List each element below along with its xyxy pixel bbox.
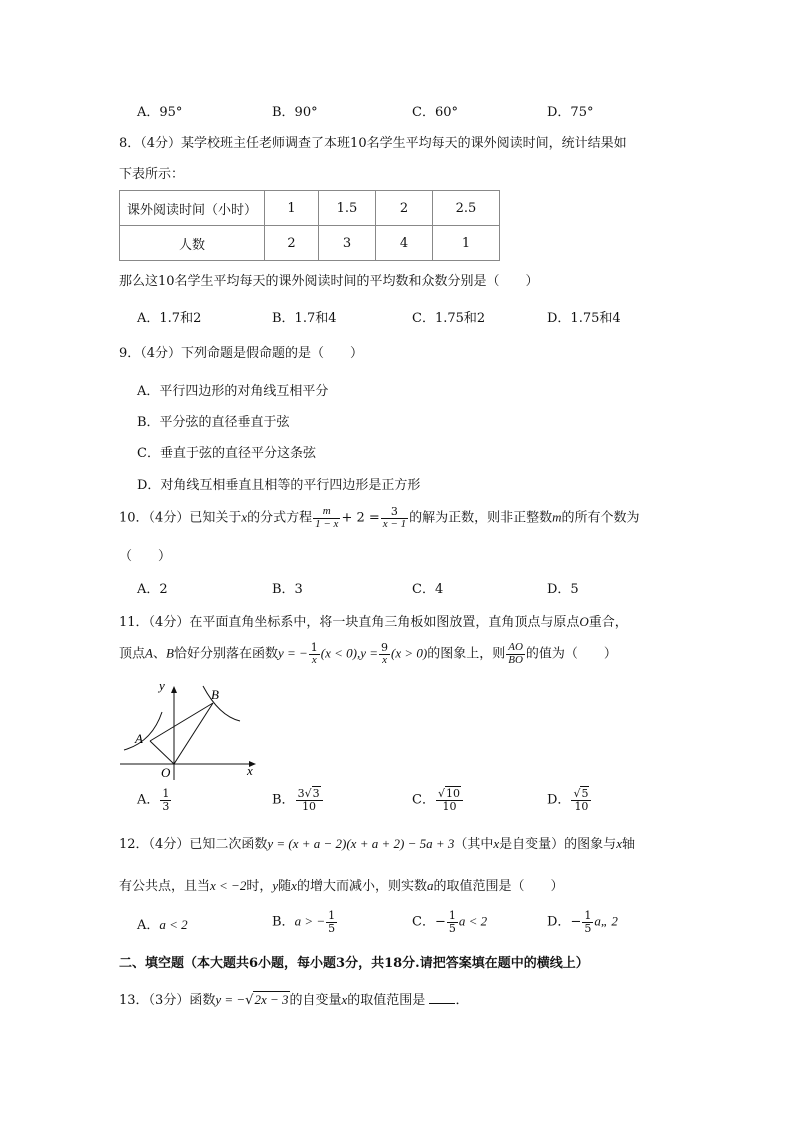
table-cell: 2.5 (433, 191, 500, 226)
table-cell: 1.5 (319, 191, 376, 226)
q10-option-d: D．5 (547, 582, 579, 597)
q10-answer-paren: （ ） (119, 549, 172, 564)
q11-coordinate-figure (116, 676, 266, 786)
q7-option-b: B．90° (272, 105, 318, 120)
q11-func1-fraction: $\frac{1}{x}$ (310, 641, 318, 666)
q12-stem-line2: 有公共点，且当x < −2时，y随x的增大而减小，则实数a的取值范围是（ ） (119, 878, 564, 894)
section-heading: 二、填空题（本大题共6小题，每小题3分，共18分.请把答案填在题中的横线上） (119, 956, 589, 971)
origin-label: O (161, 765, 171, 780)
q8-question: 那么这10名学生平均每天的课外阅读时间的平均数和众数分别是（ ） (119, 274, 539, 289)
point-b-label: B (211, 687, 219, 702)
q12-option-b: B．a > − $\frac{1}{5}$ (272, 909, 336, 935)
hyperbola-left-branch (124, 712, 162, 750)
table-cell: 3 (319, 226, 376, 261)
q9-option-c: C．垂直于弦的直径平分这条弦 (137, 446, 316, 461)
q10-stem-line1: 10．（4分）已知关于x的分式方程 $\frac{m}{1 - x}$ + 2 = $\frac{3}{x - 1}$ 的解为正数，则非正整数m的所有个数为 (119, 505, 640, 530)
answer-blank[interactable] (429, 993, 455, 1004)
q8-option-b: B．1.7和4 (272, 311, 337, 326)
triangle-side-ab (150, 703, 213, 741)
q10-option-b: B．3 (272, 582, 303, 597)
point-a-label: A (135, 731, 143, 746)
q11-stem-line1: 11．（4分）在平面直角坐标系中，将一块直角三角板如图放置，直角顶点与原点O重合， (119, 614, 628, 630)
table-row (120, 226, 500, 261)
q13-stem: 13．（3分）函数y = −√2x − 3的自变量x的取值范围是 ． (119, 992, 469, 1008)
q12-option-c: C．− $\frac{1}{5}$ a < 2 (412, 909, 488, 935)
y-axis-label: y (159, 678, 165, 693)
q10-fraction-1: $\frac{m}{1 - x}$ (315, 505, 339, 530)
q12-option-a: A．a < 2 (137, 917, 188, 933)
q9-option-a: A．平行四边形的对角线互相平分 (137, 384, 329, 399)
q11-option-c: C． $\frac{√10}{10}$ (412, 788, 464, 812)
table-cell: 2 (265, 226, 319, 261)
q8-stem-line2: 下表所示： (119, 167, 185, 182)
q7-option-d: D．75° (547, 105, 594, 120)
q12-option-d: D．− $\frac{1}{5}$ a„ 2 (547, 909, 618, 935)
q10-option-a: A．2 (137, 582, 168, 597)
q11-option-b: B． $\frac{3√3}{10}$ (272, 788, 324, 812)
q8-data-table (119, 190, 500, 261)
q10-option-c: C．4 (412, 582, 444, 597)
q9-stem: 9．（4分）下列命题是假命题的是（ ） (119, 346, 364, 361)
x-axis-label: x (247, 763, 253, 778)
table-header-count: 人数 (120, 226, 265, 261)
q8-option-d: D．1.75和4 (547, 311, 621, 326)
table-cell: 4 (376, 226, 433, 261)
y-axis-arrow (171, 686, 177, 693)
triangle-side-ob (174, 703, 213, 764)
q11-option-d: D． $\frac{√5}{10}$ (547, 788, 592, 812)
q9-option-d: D．对角线互相垂直且相等的平行四边形是正方形 (137, 478, 421, 493)
table-row (120, 191, 500, 226)
q8-option-a: A．1.7和2 (137, 311, 202, 326)
table-header-hours: 课外阅读时间（小时） (120, 191, 265, 226)
q8-stem-line1: 8．（4分）某学校班主任老师调查了本班10名学生平均每天的课外阅读时间，统计结果如 (119, 136, 627, 151)
q11-func2-fraction: $\frac{9}{x}$ (381, 641, 389, 666)
hyperbola-right-branch (203, 686, 240, 721)
table-cell: 1 (433, 226, 500, 261)
q8-option-c: C．1.75和2 (412, 311, 486, 326)
table-cell: 1 (265, 191, 319, 226)
q12-stem-line1: 12．（4分）已知二次函数y = (x + a − 2)(x + a + 2) − 5a + 3（其中x是自变量）的图象与x轴 (119, 836, 635, 852)
q11-ratio-fraction: $\frac{AO}{BO}$ (508, 641, 523, 666)
q10-fraction-2: $\frac{3}{x - 1}$ (382, 505, 407, 530)
q11-option-a: A． $\frac{1}{3}$ (137, 787, 170, 813)
q7-option-a: A．95° (137, 105, 183, 120)
q11-stem-line2: 顶点A、B恰好分别落在函数y = − $\frac{1}{x}$ (x < 0),y = $\frac{9}{x}$ (x > 0)的图象上，则 $\frac{AO}{BO}$ 的值为（ ） (119, 641, 617, 666)
q7-option-c: C．60° (412, 105, 458, 120)
table-cell: 2 (376, 191, 433, 226)
q9-option-b: B．平分弦的直径垂直于弦 (137, 415, 290, 430)
triangle-side-oa (150, 741, 174, 764)
